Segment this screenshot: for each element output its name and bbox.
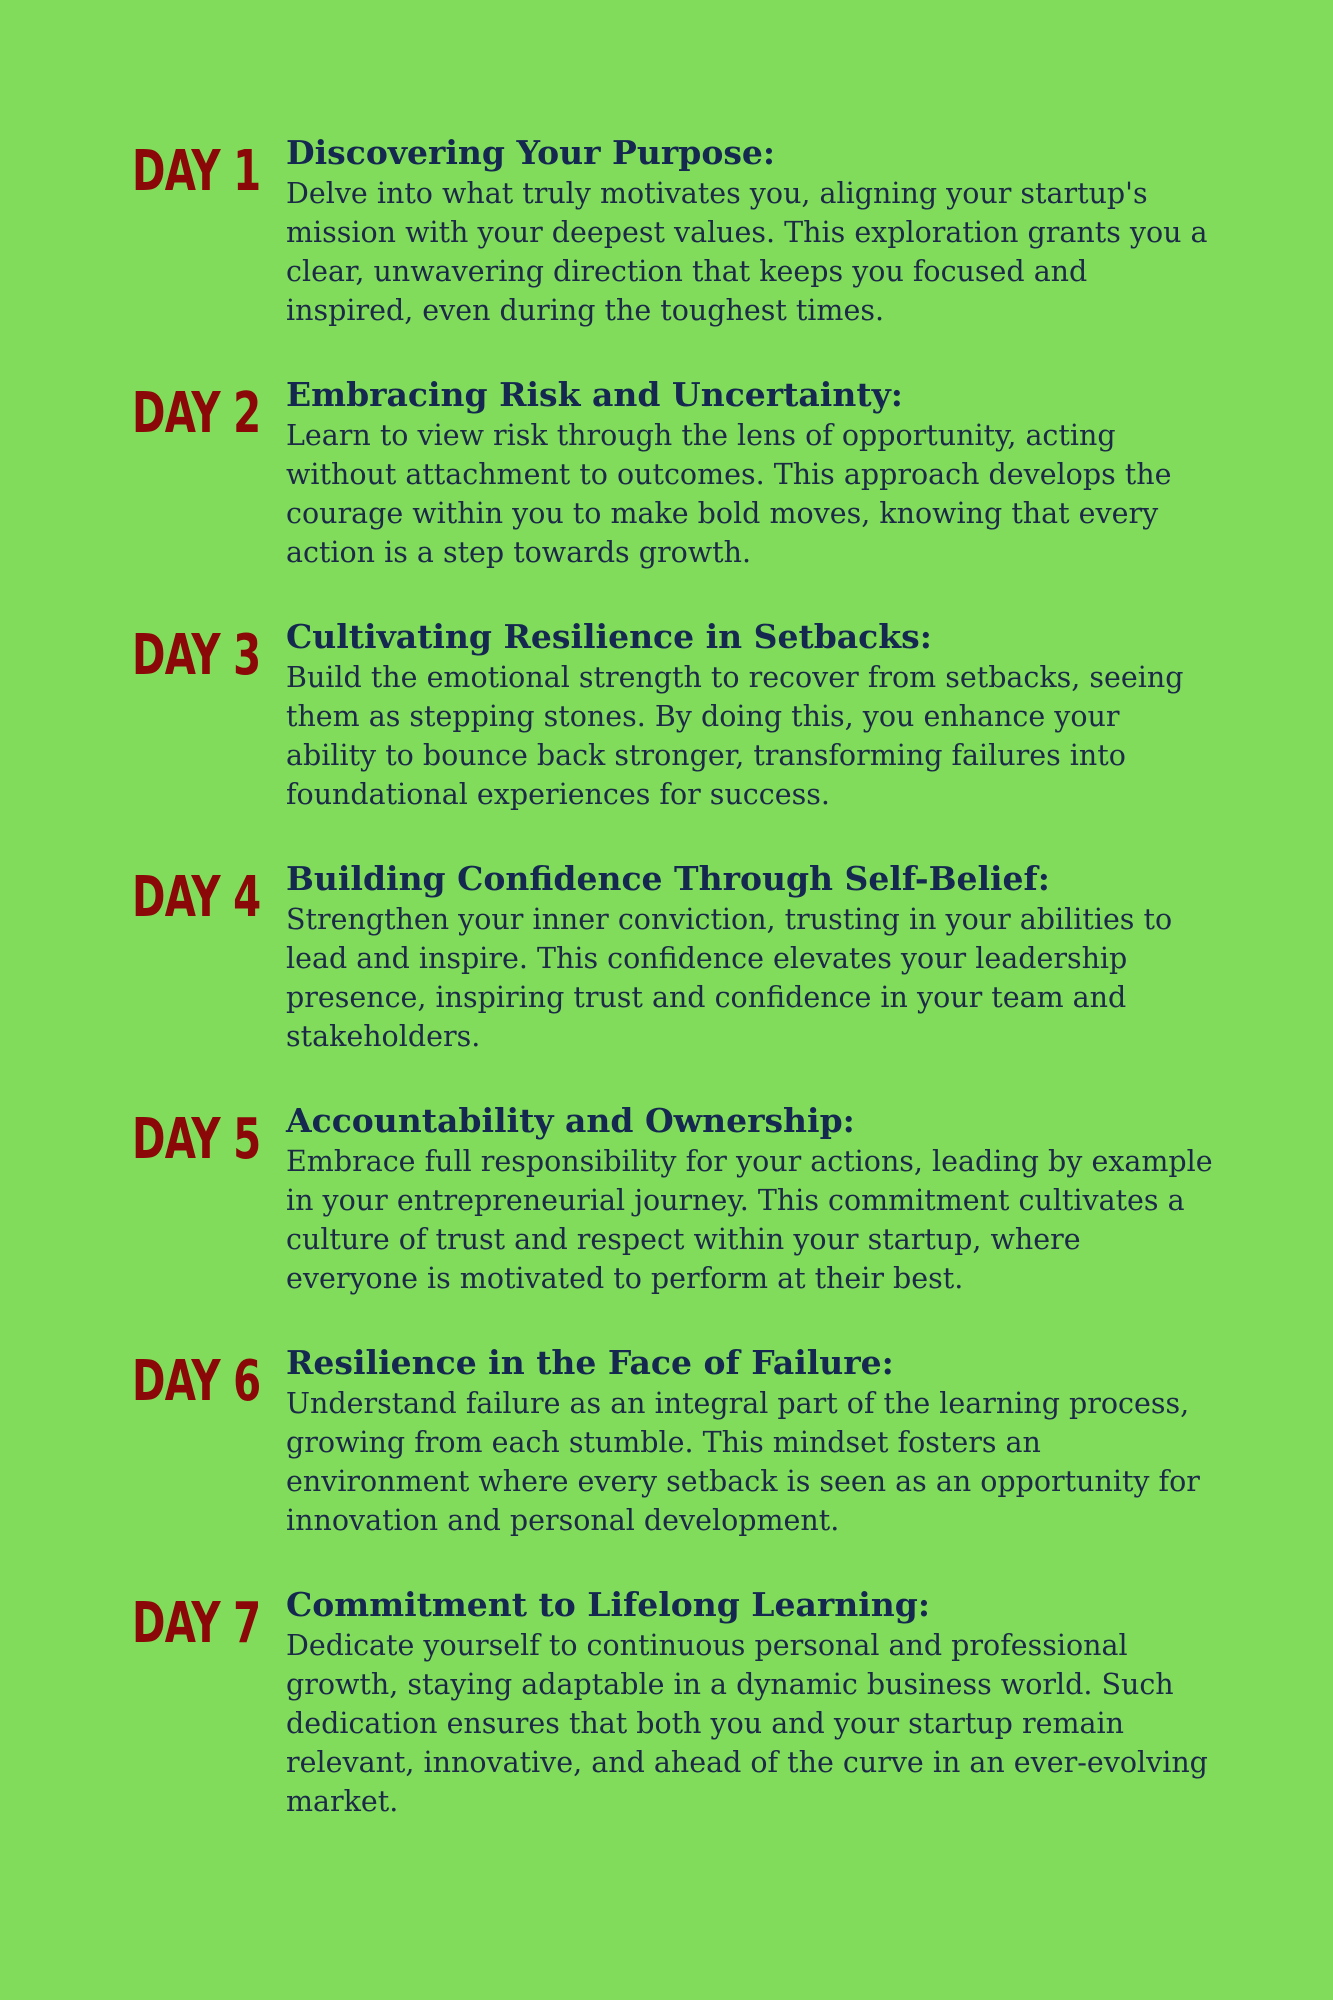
entry-title: Discovering Your Purpose: xyxy=(286,133,776,172)
entry-text: Strengthen your inner conviction, trusting in your abilities to lead and inspire. This confidence elevates your leadership presence, inspiring trust and confidence in your team and stakeholders. xyxy=(286,903,1173,1053)
day-label: DAY 1 xyxy=(132,139,261,204)
entry-text: Understand failure as an integral part of the learning process, growing from each stumble. This mindset fosters an environment where every setback is seen as an opportunity for innovation and personal development. xyxy=(286,1387,1200,1537)
day-label: DAY 6 xyxy=(132,1349,261,1414)
day-label: DAY 4 xyxy=(132,865,261,930)
entry-text: Embrace full responsibility for your actions, leading by example in your entrepreneurial journey. This commitment cultivates a culture of trust and respect within your startup, where everyone is motivated to perform at their best. xyxy=(286,1145,1213,1295)
day-label: DAY 7 xyxy=(132,1591,261,1656)
entry-text: Learn to view risk through the lens of opportunity, acting without attachment to outcomes. This approach develops the courage within you to make bold moves, knowing that every action is a step towards growth. xyxy=(286,419,1172,569)
entry-content xyxy=(286,1100,1216,1298)
entry-content xyxy=(286,858,1216,1056)
day-label: DAY 3 xyxy=(132,623,261,688)
entry-content xyxy=(286,616,1216,814)
entry-content xyxy=(286,1584,1216,1821)
entry-title: Building Confidence Through Self-Belief: xyxy=(286,859,1050,898)
entry-title: Embracing Risk and Uncertainty: xyxy=(286,375,903,414)
day-label: DAY 2 xyxy=(132,381,261,446)
entry-text: Build the emotional strength to recover from setbacks, seeing them as stepping stones. By doing this, you enhance your ability to bounce back stronger, transforming failures into foundational experiences for success. xyxy=(286,661,1184,811)
entry-content xyxy=(286,132,1216,330)
entry-text: Delve into what truly motivates you, aligning your startup's mission with your deepest values. This exploration grants you a clear, unwavering direction that keeps you focused and inspired, even during the toughest times. xyxy=(286,177,1208,327)
entry-title: Accountability and Ownership: xyxy=(286,1101,855,1140)
entry-content xyxy=(286,1342,1216,1540)
entry-title: Commitment to Lifelong Learning: xyxy=(286,1585,931,1624)
entry-content xyxy=(286,374,1216,572)
day-label: DAY 5 xyxy=(132,1107,261,1172)
entry-title: Cultivating Resilience in Setbacks: xyxy=(286,617,932,656)
entry-title: Resilience in the Face of Failure: xyxy=(286,1343,894,1382)
entry-text: Dedicate yourself to continuous personal and professional growth, staying adaptable in a dynamic business world. Such dedication ensures that both you and your startup remain relevant, innovative, and ahead of the curve in an ever-evolving market. xyxy=(286,1629,1208,1818)
